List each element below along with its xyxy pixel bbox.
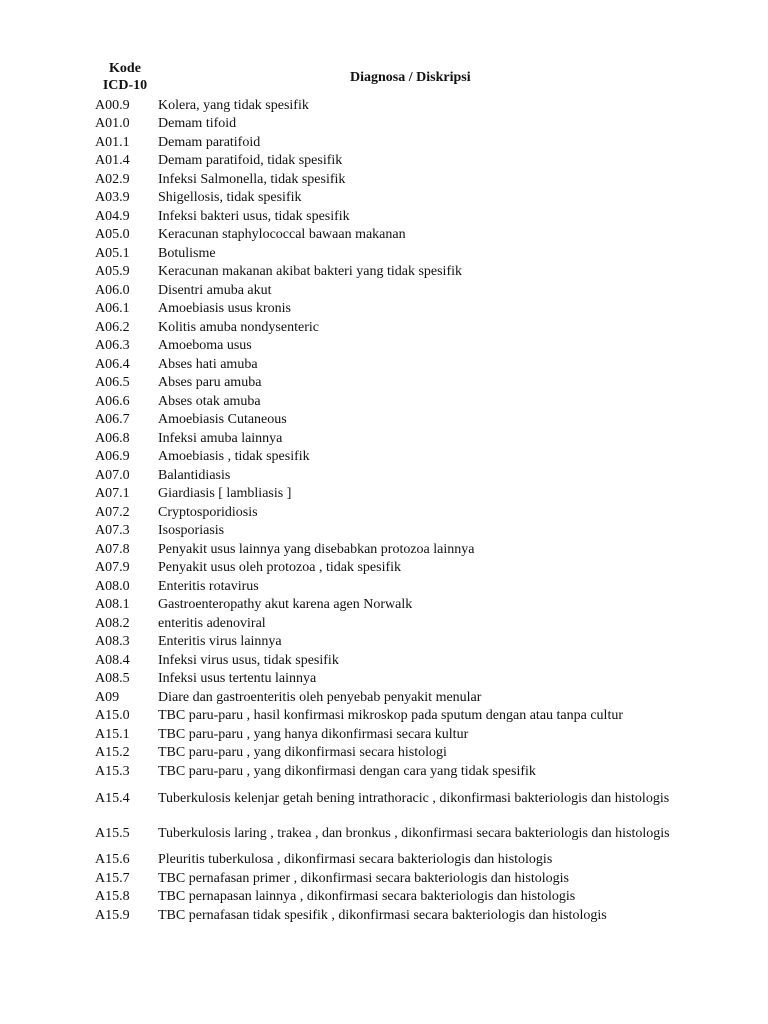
diagnosis-description-cell: TBC pernapasan lainnya , dikonfirmasi secara bakteriologis dan histologis: [158, 889, 576, 905]
diagnosis-description-cell: Infeksi Salmonella, tidak spesifik: [158, 171, 346, 187]
header-description-column: Diagnosa / Diskripsi: [350, 70, 471, 85]
icd-code-cell: A01.4: [95, 153, 130, 169]
diagnosis-description-cell: Botulisme: [158, 245, 216, 261]
table-row: [95, 540, 695, 559]
table-row: [95, 707, 695, 726]
table-row: [95, 281, 695, 300]
icd-code-cell: A15.4: [95, 790, 130, 806]
table-row: [95, 355, 695, 374]
icd-code-cell: A07.0: [95, 467, 130, 483]
diagnosis-description-cell: Demam paratifoid, tidak spesifik: [158, 153, 343, 169]
icd-code-cell: A02.9: [95, 171, 130, 187]
table-row: [95, 152, 695, 171]
diagnosis-description-cell: Amoebiasis , tidak spesifik: [158, 449, 310, 465]
table-row: [95, 133, 695, 152]
table-row: [95, 559, 695, 578]
diagnosis-description-cell: Penyakit usus lainnya yang disebabkan protozoa lainnya: [158, 541, 475, 557]
table-row: [95, 448, 695, 467]
diagnosis-description-cell: Isosporiasis: [158, 523, 225, 539]
icd-code-cell: A15.8: [95, 889, 130, 905]
diagnosis-description-cell: Infeksi virus usus, tidak spesifik: [158, 652, 339, 668]
icd-code-cell: A15.6: [95, 852, 130, 868]
diagnosis-description-cell: Keracunan staphylococcal bawaan makanan: [158, 227, 406, 243]
table-row: [95, 207, 695, 226]
icd-code-cell: A07.3: [95, 523, 130, 539]
icd-code-cell: A06.1: [95, 301, 130, 317]
table-row: [95, 189, 695, 208]
icd-code-cell: A04.9: [95, 208, 130, 224]
diagnosis-description-cell: Diare dan gastroenteritis oleh penyebab penyakit menular: [158, 689, 482, 705]
icd-code-cell: A01.0: [95, 116, 130, 132]
table-row: [95, 596, 695, 615]
icd-code-cell: A05.1: [95, 245, 130, 261]
table-row: [95, 374, 695, 393]
diagnosis-description-cell: TBC pernafasan tidak spesifik , dikonfirmasi secara bakteriologis dan histologis: [158, 907, 607, 923]
diagnosis-description-cell: Keracunan makanan akibat bakteri yang tidak spesifik: [158, 264, 462, 280]
icd-code-cell: A06.7: [95, 412, 130, 428]
icd-code-cell: A15.3: [95, 763, 130, 779]
icd-code-cell: A05.0: [95, 227, 130, 243]
table-row: [95, 816, 695, 851]
icd-code-cell: A08.4: [95, 652, 130, 668]
table-row: [95, 614, 695, 633]
icd-code-cell: A08.2: [95, 615, 130, 631]
diagnosis-description-cell: Gastroenteropathy akut karena agen Norwalk: [158, 597, 413, 613]
icd-code-cell: A07.8: [95, 541, 130, 557]
table-row: [95, 651, 695, 670]
diagnosis-description-cell: Infeksi usus tertentu lainnya: [158, 671, 317, 687]
diagnosis-description-cell: TBC paru-paru , yang dikonfirmasi secara histologi: [158, 745, 447, 761]
diagnosis-description-cell: Amoebiasis usus kronis: [158, 301, 291, 317]
icd-code-cell: A15.1: [95, 726, 130, 742]
table-row: [95, 170, 695, 189]
diagnosis-description-cell: Infeksi bakteri usus, tidak spesifik: [158, 208, 350, 224]
table-row: [95, 485, 695, 504]
header-code-line1: Kode: [109, 61, 141, 76]
table-row: [95, 688, 695, 707]
diagnosis-description-cell: TBC paru-paru , yang hanya dikonfirmasi secara kultur: [158, 726, 469, 742]
diagnosis-description-cell: Infeksi amuba lainnya: [158, 430, 283, 446]
diagnosis-description-cell: Enteritis virus lainnya: [158, 634, 282, 650]
icd-code-cell: A07.1: [95, 486, 130, 502]
diagnosis-description-cell: Kolera, yang tidak spesifik: [158, 97, 309, 113]
table-row: [95, 577, 695, 596]
diagnosis-description-cell: TBC pernafasan primer , dikonfirmasi secara bakteriologis dan histologis: [158, 870, 569, 886]
diagnosis-description-cell: TBC paru-paru , yang dikonfirmasi dengan cara yang tidak spesifik: [158, 763, 536, 779]
icd-code-table: [95, 96, 695, 925]
icd-code-cell: A15.0: [95, 708, 130, 724]
table-row: [95, 633, 695, 652]
icd-code-cell: A06.8: [95, 430, 130, 446]
diagnosis-description-cell: Tuberkulosis kelenjar getah bening intrathoracic , dikonfirmasi bakteriologis dan histologis: [158, 790, 670, 806]
table-header: [92, 60, 682, 96]
diagnosis-description-cell: Kolitis amuba nondysenteric: [158, 319, 319, 335]
diagnosis-description-cell: Enteritis rotavirus: [158, 578, 259, 594]
table-row: [95, 411, 695, 430]
table-row: [95, 522, 695, 541]
icd-code-cell: A00.9: [95, 97, 130, 113]
icd-code-cell: A06.4: [95, 356, 130, 372]
icd-code-cell: A08.1: [95, 597, 130, 613]
icd-code-cell: A08.5: [95, 671, 130, 687]
table-row: [95, 762, 695, 781]
table-row: [95, 226, 695, 245]
table-row: [95, 392, 695, 411]
table-row: [95, 670, 695, 689]
table-row: [95, 244, 695, 263]
icd-code-cell: A08.3: [95, 634, 130, 650]
table-row: [95, 337, 695, 356]
table-row: [95, 318, 695, 337]
table-row: [95, 466, 695, 485]
diagnosis-description-cell: Demam paratifoid: [158, 134, 261, 150]
diagnosis-description-cell: Balantidiasis: [158, 467, 231, 483]
icd-code-cell: A08.0: [95, 578, 130, 594]
diagnosis-description-cell: Amoeboma usus: [158, 338, 252, 354]
diagnosis-description-cell: Penyakit usus oleh protozoa , tidak spesifik: [158, 560, 402, 576]
diagnosis-description-cell: Disentri amuba akut: [158, 282, 272, 298]
diagnosis-description-cell: Demam tifoid: [158, 116, 237, 132]
icd-code-cell: A06.0: [95, 282, 130, 298]
table-row: [95, 300, 695, 319]
table-row: [95, 263, 695, 282]
diagnosis-description-cell: Abses otak amuba: [158, 393, 261, 409]
table-row: [95, 725, 695, 744]
table-row: [95, 503, 695, 522]
table-row: [95, 906, 695, 925]
icd-code-cell: A15.7: [95, 870, 130, 886]
table-row: [95, 115, 695, 134]
icd-code-cell: A03.9: [95, 190, 130, 206]
diagnosis-description-cell: Pleuritis tuberkulosa , dikonfirmasi secara bakteriologis dan histologis: [158, 852, 553, 868]
icd-code-cell: A06.9: [95, 449, 130, 465]
icd-code-cell: A05.9: [95, 264, 130, 280]
diagnosis-description-cell: Cryptosporidiosis: [158, 504, 258, 520]
icd-code-cell: A07.9: [95, 560, 130, 576]
header-code-column: [92, 60, 158, 94]
table-row: [95, 781, 695, 816]
icd-code-cell: A06.2: [95, 319, 130, 335]
diagnosis-description-cell: Amoebiasis Cutaneous: [158, 412, 287, 428]
table-row: [95, 429, 695, 448]
diagnosis-description-cell: Shigellosis, tidak spesifik: [158, 190, 302, 206]
table-row: [95, 96, 695, 115]
table-row: [95, 851, 695, 870]
icd-code-cell: A15.9: [95, 907, 130, 923]
icd-code-cell: A06.5: [95, 375, 130, 391]
table-row: [95, 744, 695, 763]
diagnosis-description-cell: Tuberkulosis laring , trakea , dan bronkus , dikonfirmasi secara bakteriologis dan histologis: [158, 825, 670, 841]
icd-code-cell: A06.6: [95, 393, 130, 409]
icd-code-cell: A15.5: [95, 825, 130, 841]
icd-code-cell: A07.2: [95, 504, 130, 520]
diagnosis-description-cell: Abses hati amuba: [158, 356, 258, 372]
icd-code-cell: A01.1: [95, 134, 130, 150]
diagnosis-description-cell: enteritis adenoviral: [158, 615, 266, 631]
table-row: [95, 869, 695, 888]
diagnosis-description-cell: TBC paru-paru , hasil konfirmasi mikroskop pada sputum dengan atau tanpa cultur: [158, 708, 624, 724]
diagnosis-description-cell: Abses paru amuba: [158, 375, 262, 391]
icd-code-cell: A06.3: [95, 338, 130, 354]
table-row: [95, 888, 695, 907]
icd-code-cell: A15.2: [95, 745, 130, 761]
icd-code-cell: A09: [95, 689, 120, 705]
diagnosis-description-cell: Giardiasis [ lambliasis ]: [158, 486, 292, 502]
header-code-line2: ICD-10: [102, 78, 148, 93]
